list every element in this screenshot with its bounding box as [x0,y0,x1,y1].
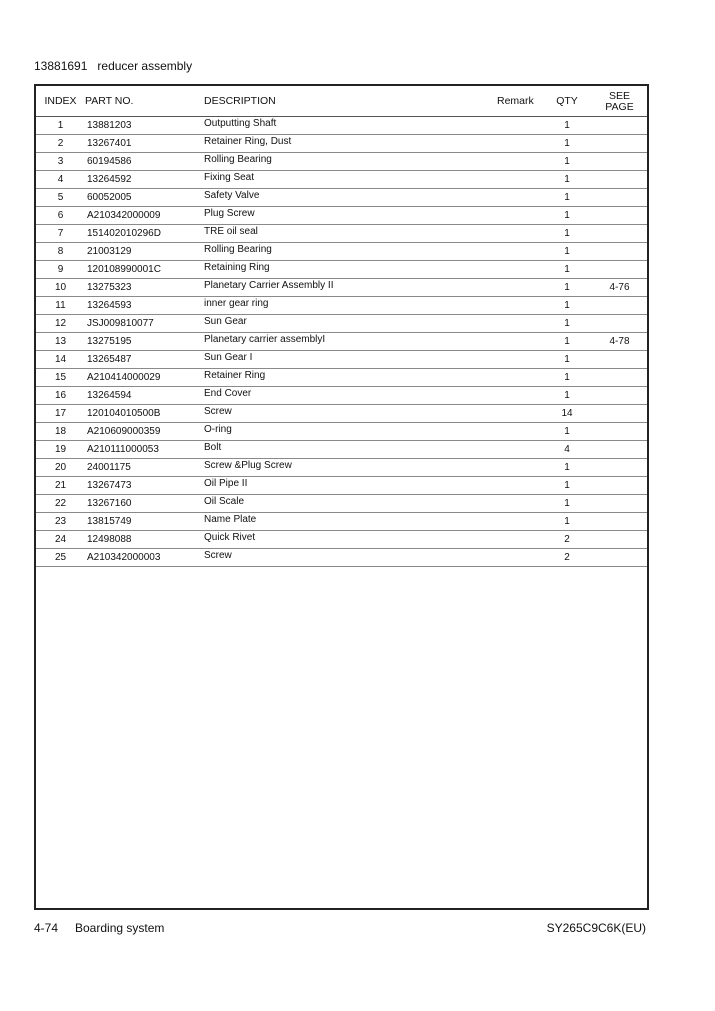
cell-index: 14 [36,351,85,369]
cell-description: Retainer Ring [204,369,475,387]
cell-remark [475,459,542,477]
cell-remark [475,405,542,423]
table-row [36,549,647,567]
table-row [36,333,647,351]
header-remark: Remark [475,86,542,117]
cell-part-no: 13881203 [85,117,204,135]
cell-description: Planetary Carrier Assembly II [204,279,475,297]
cell-part-no: 24001175 [85,459,204,477]
cell-index: 21 [36,477,85,495]
cell-qty: 1 [542,189,592,207]
cell-see-page [592,189,647,207]
cell-qty: 1 [542,171,592,189]
cell-index: 17 [36,405,85,423]
table-row [36,297,647,315]
cell-part-no: A210111000053 [85,441,204,459]
cell-see-page [592,153,647,171]
cell-qty: 1 [542,279,592,297]
cell-remark [475,423,542,441]
cell-index: 11 [36,297,85,315]
cell-part-no: A210609000359 [85,423,204,441]
cell-see-page [592,351,647,369]
cell-index: 16 [36,387,85,405]
cell-index: 19 [36,441,85,459]
cell-remark [475,225,542,243]
table-row [36,243,647,261]
cell-see-page [592,495,647,513]
cell-qty: 1 [542,261,592,279]
cell-index: 5 [36,189,85,207]
cell-remark [475,315,542,333]
cell-description: Bolt [204,441,475,459]
cell-part-no: 12498088 [85,531,204,549]
table-row [36,513,647,531]
cell-description: TRE oil seal [204,225,475,243]
cell-remark [475,279,542,297]
cell-description: Outputting Shaft [204,117,475,135]
cell-remark [475,531,542,549]
cell-description: Planetary carrier assemblyI [204,333,475,351]
cell-see-page: 4-76 [592,279,647,297]
cell-remark [475,261,542,279]
cell-index: 4 [36,171,85,189]
cell-see-page [592,171,647,189]
cell-remark [475,153,542,171]
table-row [36,153,647,171]
cell-description: Rolling Bearing [204,153,475,171]
cell-index: 9 [36,261,85,279]
cell-part-no: A210342000003 [85,549,204,567]
cell-see-page [592,459,647,477]
cell-index: 3 [36,153,85,171]
table-row [36,459,647,477]
cell-see-page [592,513,647,531]
cell-part-no: 13267401 [85,135,204,153]
table-row [36,189,647,207]
table-row [36,315,647,333]
cell-see-page [592,549,647,567]
cell-index: 24 [36,531,85,549]
cell-see-page [592,297,647,315]
cell-see-page: 4-78 [592,333,647,351]
cell-see-page [592,243,647,261]
cell-description: Safety Valve [204,189,475,207]
cell-part-no: 13264594 [85,387,204,405]
cell-description: Oil Pipe II [204,477,475,495]
cell-see-page [592,531,647,549]
table-row [36,405,647,423]
cell-part-no: 151402010296D [85,225,204,243]
cell-see-page [592,315,647,333]
cell-see-page [592,225,647,243]
cell-qty: 1 [542,369,592,387]
cell-qty: 1 [542,477,592,495]
cell-see-page [592,441,647,459]
footer-section-title: Boarding system [75,921,165,935]
cell-part-no: 13275323 [85,279,204,297]
cell-description: End Cover [204,387,475,405]
cell-qty: 1 [542,495,592,513]
cell-see-page [592,261,647,279]
parts-table-frame [34,84,649,910]
cell-qty: 1 [542,459,592,477]
document-title: 13881691 reducer assembly [34,59,193,73]
cell-part-no: 13275195 [85,333,204,351]
cell-description: Name Plate [204,513,475,531]
cell-part-no: 120104010500B [85,405,204,423]
cell-remark [475,495,542,513]
header-see-page [592,86,647,117]
cell-index: 10 [36,279,85,297]
cell-qty: 1 [542,351,592,369]
cell-description: Retaining Ring [204,261,475,279]
cell-description: Screw [204,549,475,567]
cell-qty: 1 [542,387,592,405]
cell-description: Quick Rivet [204,531,475,549]
table-row [36,279,647,297]
cell-qty: 1 [542,117,592,135]
table-row [36,261,647,279]
header-see-page-line1: SEE [608,90,630,102]
cell-description: Screw &Plug Screw [204,459,475,477]
cell-qty: 1 [542,243,592,261]
cell-index: 12 [36,315,85,333]
cell-part-no: 13267473 [85,477,204,495]
cell-see-page [592,207,647,225]
cell-description: Screw [204,405,475,423]
table-row [36,117,647,135]
cell-see-page [592,369,647,387]
header-part-no: PART NO. [85,86,204,117]
cell-qty: 1 [542,153,592,171]
cell-index: 2 [36,135,85,153]
cell-description: Sun Gear I [204,351,475,369]
cell-index: 25 [36,549,85,567]
cell-description: Oil Scale [204,495,475,513]
cell-description: Plug Screw [204,207,475,225]
cell-see-page [592,423,647,441]
cell-index: 22 [36,495,85,513]
table-row [36,477,647,495]
cell-description: O-ring [204,423,475,441]
table-row [36,225,647,243]
cell-see-page [592,387,647,405]
cell-index: 18 [36,423,85,441]
cell-remark [475,333,542,351]
cell-description: Fixing Seat [204,171,475,189]
footer-page-number: 4-74 [34,921,59,935]
cell-index: 15 [36,369,85,387]
cell-qty: 1 [542,315,592,333]
cell-see-page [592,477,647,495]
cell-part-no: 60194586 [85,153,204,171]
cell-part-no: 21003129 [85,243,204,261]
cell-remark [475,135,542,153]
cell-index: 8 [36,243,85,261]
cell-part-no: 120108990001C [85,261,204,279]
cell-part-no: A210414000029 [85,369,204,387]
cell-qty: 1 [542,423,592,441]
cell-part-no: JSJ009810077 [85,315,204,333]
table-body [36,117,647,567]
cell-part-no: 13815749 [85,513,204,531]
cell-see-page [592,135,647,153]
cell-part-no: 60052005 [85,189,204,207]
cell-remark [475,171,542,189]
cell-remark [475,441,542,459]
table-row [36,171,647,189]
cell-remark [475,117,542,135]
footer-model: SY265C9C6K(EU) [546,921,646,935]
table-row [36,351,647,369]
header-see-page-line2: PAGE [605,101,634,113]
cell-qty: 1 [542,135,592,153]
cell-qty: 1 [542,297,592,315]
cell-description: inner gear ring [204,297,475,315]
cell-part-no: 13264592 [85,171,204,189]
cell-index: 7 [36,225,85,243]
cell-qty: 14 [542,405,592,423]
table-row [36,495,647,513]
cell-qty: 2 [542,549,592,567]
header-qty: QTY [542,86,592,117]
cell-index: 1 [36,117,85,135]
cell-remark [475,477,542,495]
cell-index: 6 [36,207,85,225]
cell-qty: 1 [542,333,592,351]
cell-remark [475,189,542,207]
table-row [36,135,647,153]
header-description: DESCRIPTION [204,86,475,117]
cell-part-no: 13264593 [85,297,204,315]
table-row [36,441,647,459]
table-row [36,207,647,225]
cell-qty: 2 [542,531,592,549]
cell-index: 20 [36,459,85,477]
table-row [36,423,647,441]
cell-remark [475,549,542,567]
cell-qty: 1 [542,207,592,225]
cell-see-page [592,117,647,135]
cell-see-page [592,405,647,423]
cell-remark [475,387,542,405]
cell-description: Retainer Ring, Dust [204,135,475,153]
cell-remark [475,351,542,369]
cell-qty: 1 [542,513,592,531]
table-row [36,387,647,405]
cell-part-no: 13267160 [85,495,204,513]
cell-remark [475,513,542,531]
header-index: INDEX [36,86,85,117]
cell-part-no: 13265487 [85,351,204,369]
cell-remark [475,243,542,261]
cell-qty: 1 [542,225,592,243]
cell-remark [475,369,542,387]
cell-qty: 4 [542,441,592,459]
cell-index: 13 [36,333,85,351]
table-row [36,531,647,549]
table-row [36,369,647,387]
cell-part-no: A210342000009 [85,207,204,225]
table-header-row [36,86,647,117]
cell-description: Sun Gear [204,315,475,333]
cell-index: 23 [36,513,85,531]
cell-remark [475,297,542,315]
parts-table [36,86,647,567]
cell-remark [475,207,542,225]
cell-description: Rolling Bearing [204,243,475,261]
